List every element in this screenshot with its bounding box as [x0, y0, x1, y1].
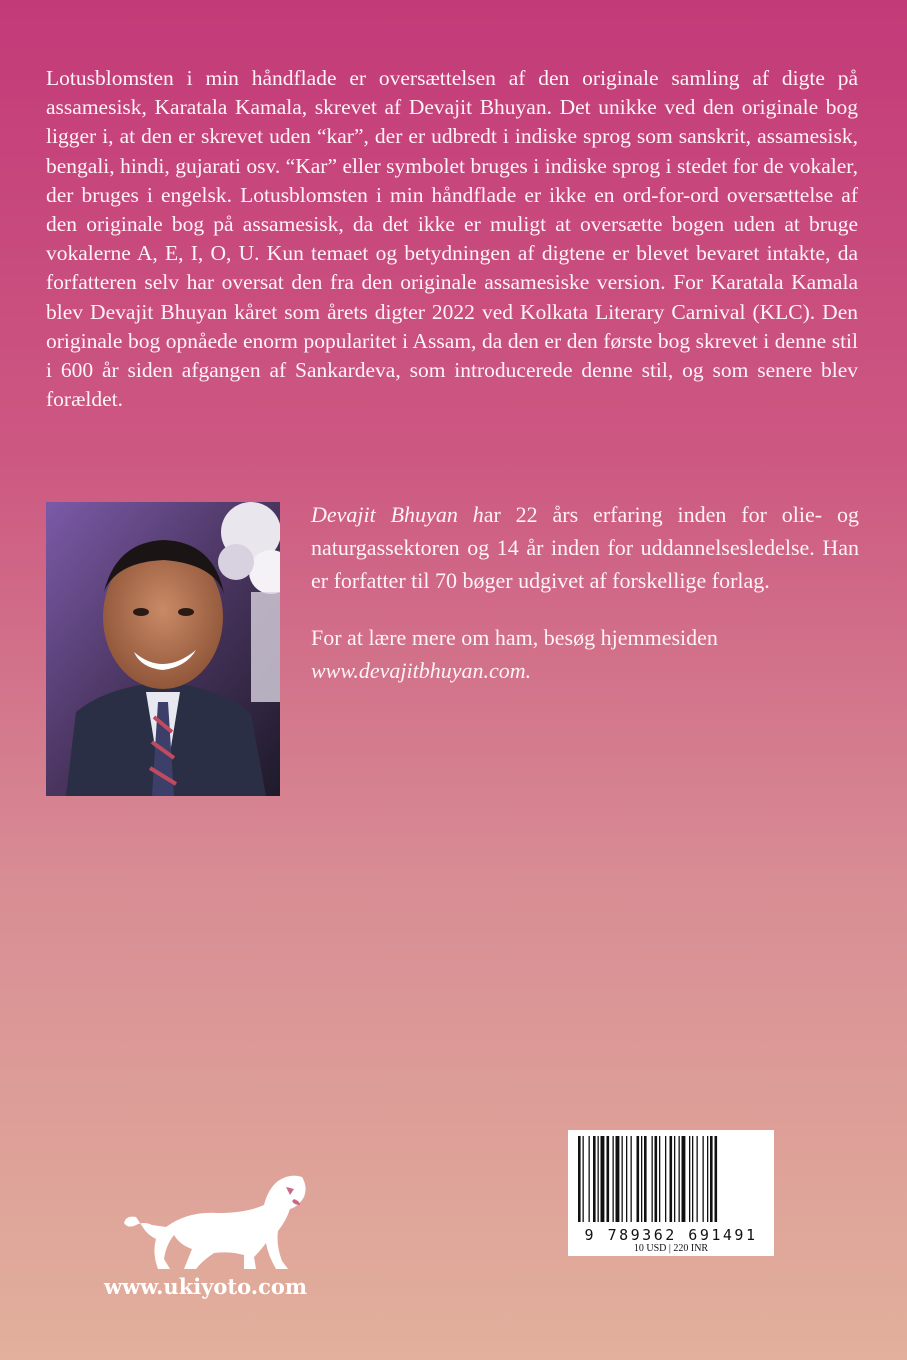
- publisher-url[interactable]: www.ukiyoto.com: [104, 1274, 308, 1299]
- author-photo: [46, 502, 280, 796]
- bio-visit: [311, 621, 859, 687]
- bio-experience: [311, 498, 859, 597]
- isbn-barcode: [568, 1130, 774, 1256]
- author-website-link[interactable]: www.devajitbhuyan.com.: [311, 658, 532, 683]
- author-name: Devajit Bhuyan h: [311, 502, 484, 527]
- barcode-bars: [568, 1130, 774, 1226]
- isbn-digits: 9 789362 691491: [584, 1226, 758, 1244]
- tiger-logo-icon: [118, 1165, 318, 1275]
- visit-text: For at lære mere om ham, besøg hjemmesiden: [311, 625, 718, 650]
- bio-text: ar 22 års erfaring inden for olie- og naturgassektoren og 14 år inden for uddannelsesledelse. Han er forfatter til 70 bøger udgivet af forskellige forlag.: [311, 502, 859, 593]
- price-label: 10 USD | 220 INR: [633, 1243, 709, 1254]
- back-cover-blurb: Lotusblomsten i min håndflade er oversættelsen af den originale samling af digte på assamesisk, Karatala Kamala, skrevet af Devajit Bhuyan. Det unikke ved den originale bog ligger i, at den er skrevet uden “kar”, der er udbredt i indiske sprog som sanskrit, assamesisk, bengali, hindi, gujarati osv. “Kar” eller symbolet bruges i indiske sprog i stedet for de vokaler, der bruges i engelsk. Lotusblomsten i min håndflade er ikke en ord-for-ord oversættelse af den originale bog på assamesisk, da det ikke er muligt at oversætte bogen uden at bruge vokalerne A, E, I, O, U. Kun temaet og betydningen af digtene er blevet bevaret intakte, da forfatteren selv har oversat den fra den originale assamesiske version. For Karatala Kamala blev Devajit Bhuyan kåret som årets digter 2022 ved Kolkata Literary Carnival (KLC). Den originale bog opnåede enorm popularitet i Assam, da den er den første bog skrevet i denne stil i 600 år siden afgangen af Sankardeva, som introducerede denne stil, og som senere blev forældet.: [46, 66, 858, 412]
- author-bio: [311, 498, 859, 711]
